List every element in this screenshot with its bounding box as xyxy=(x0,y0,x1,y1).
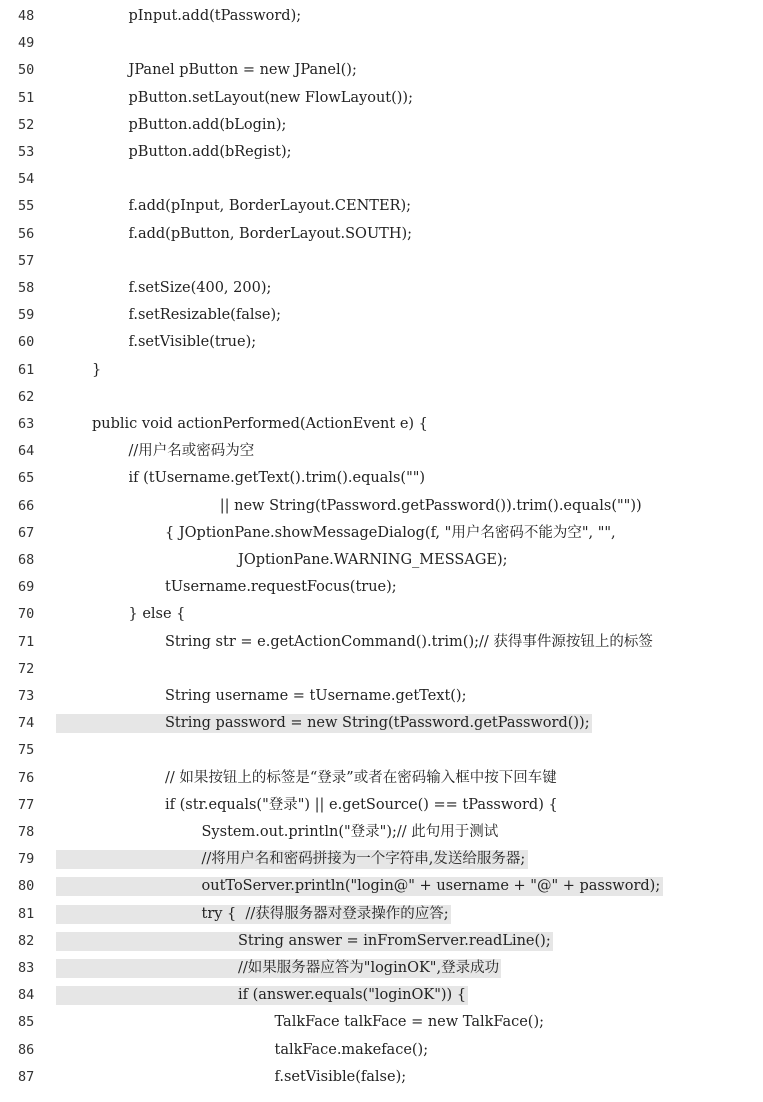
line-number: 73 xyxy=(18,688,35,704)
code-line xyxy=(0,112,763,139)
code-line xyxy=(0,601,763,628)
line-number: 84 xyxy=(18,987,35,1004)
line-number: 70 xyxy=(18,606,35,623)
code-line xyxy=(0,357,763,384)
code-text: String password = new String(tPassword.getPassword()); xyxy=(165,715,590,732)
line-number: 56 xyxy=(18,225,35,242)
code-line xyxy=(0,30,763,57)
code-line xyxy=(0,656,763,683)
code-text: tUsername.requestFocus(true); xyxy=(165,579,397,596)
code-text: public void actionPerformed(ActionEvent e) { xyxy=(92,416,428,432)
code-line xyxy=(0,302,763,329)
code-text: pButton.add(bRegist); xyxy=(128,144,292,160)
line-number: 67 xyxy=(18,524,35,541)
code-text: //将用户名和密码拼接为一个字符串,发送给服务器; xyxy=(201,851,526,868)
line-number: 62 xyxy=(18,388,35,405)
code-text: String str = e.getActionCommand().trim();// 获得事件源按钮上的标签 xyxy=(165,633,653,650)
code-text: } else { xyxy=(128,606,186,623)
code-text: { JOptionPane.showMessageDialog(f, "用户名密码不能为空", "", xyxy=(165,524,616,541)
code-text: f.add(pButton, BorderLayout.SOUTH); xyxy=(128,225,413,242)
code-line xyxy=(0,1009,763,1036)
code-line xyxy=(0,547,763,574)
line-number: 49 xyxy=(18,35,35,52)
code-line xyxy=(0,384,763,411)
line-number: 83 xyxy=(18,960,35,976)
line-number: 74 xyxy=(18,715,35,732)
line-number: 63 xyxy=(18,416,35,432)
code-text: System.out.println("登录");// 此句用于测试 xyxy=(201,824,499,840)
code-line xyxy=(0,982,763,1009)
code-line xyxy=(0,85,763,112)
code-text: f.setResizable(false); xyxy=(128,307,282,324)
code-text: // 如果按钮上的标签是“登录”或者在密码输入框中按下回车键 xyxy=(165,769,557,786)
code-line xyxy=(0,873,763,900)
code-text: try { //获得服务器对登录操作的应答; xyxy=(201,905,449,922)
code-text: f.add(pInput, BorderLayout.CENTER); xyxy=(128,198,412,215)
line-number: 66 xyxy=(18,497,35,514)
code-line xyxy=(0,329,763,356)
line-number: 52 xyxy=(18,116,35,133)
code-text: JPanel pButton = new JPanel(); xyxy=(128,62,357,79)
line-number: 48 xyxy=(18,8,35,24)
line-number: 54 xyxy=(18,171,35,188)
line-number: 51 xyxy=(18,89,35,106)
code-line xyxy=(0,574,763,601)
code-line xyxy=(0,955,763,982)
code-line xyxy=(0,819,763,846)
line-number: 77 xyxy=(18,796,35,813)
code-line xyxy=(0,438,763,465)
line-number: 60 xyxy=(18,334,35,351)
code-text: } xyxy=(92,361,102,378)
code-text: if (str.equals("登录") || e.getSource() == tPassword) { xyxy=(165,796,558,813)
code-line xyxy=(0,928,763,955)
code-line xyxy=(0,737,763,764)
line-number: 85 xyxy=(18,1014,35,1031)
code-line xyxy=(0,1037,763,1064)
code-text: pButton.setLayout(new FlowLayout()); xyxy=(128,89,413,106)
line-number: 53 xyxy=(18,144,35,160)
line-number: 87 xyxy=(18,1068,35,1085)
line-number: 78 xyxy=(18,824,35,840)
code-line xyxy=(0,1064,763,1091)
line-number: 81 xyxy=(18,905,35,922)
line-number: 71 xyxy=(18,633,35,650)
code-text: String answer = inFromServer.readLine(); xyxy=(238,932,551,949)
line-number: 82 xyxy=(18,932,35,949)
code-text: || new String(tPassword.getPassword()).trim().equals("")) xyxy=(219,497,642,514)
code-line xyxy=(0,901,763,928)
code-line xyxy=(0,3,763,30)
code-line xyxy=(0,629,763,656)
code-text: if (answer.equals("loginOK")) { xyxy=(238,987,467,1004)
code-line xyxy=(0,792,763,819)
code-line xyxy=(0,221,763,248)
code-line xyxy=(0,493,763,520)
code-line xyxy=(0,139,763,166)
code-line xyxy=(0,193,763,220)
line-number: 75 xyxy=(18,742,35,759)
code-text: TalkFace talkFace = new TalkFace(); xyxy=(274,1014,545,1031)
code-text: f.setSize(400, 200); xyxy=(128,280,272,296)
line-number: 64 xyxy=(18,443,35,460)
code-text: pButton.add(bLogin); xyxy=(128,116,287,133)
code-line xyxy=(0,710,763,737)
line-number: 55 xyxy=(18,198,35,215)
code-line xyxy=(0,520,763,547)
line-number: 57 xyxy=(18,252,35,269)
line-number: 61 xyxy=(18,361,35,378)
code-line xyxy=(0,166,763,193)
line-number: 72 xyxy=(18,660,35,677)
line-number: 69 xyxy=(18,579,35,596)
code-line xyxy=(0,411,763,438)
code-line xyxy=(0,846,763,873)
code-text: f.setVisible(false); xyxy=(274,1068,407,1085)
code-text: outToServer.println("login@" + username + "@" + password); xyxy=(201,878,661,895)
line-number: 68 xyxy=(18,552,35,568)
code-line xyxy=(0,57,763,84)
line-number: 80 xyxy=(18,878,35,895)
code-line xyxy=(0,465,763,492)
code-text: String username = tUsername.getText(); xyxy=(165,688,467,704)
line-number: 79 xyxy=(18,851,35,868)
line-number: 76 xyxy=(18,769,35,786)
line-number: 50 xyxy=(18,62,35,79)
line-number: 59 xyxy=(18,307,35,324)
line-number: 86 xyxy=(18,1041,35,1058)
code-text: talkFace.makeface(); xyxy=(274,1041,429,1058)
code-text: f.setVisible(true); xyxy=(128,334,257,351)
code-text: //用户名或密码为空 xyxy=(128,443,255,460)
code-line xyxy=(0,248,763,275)
line-number: 58 xyxy=(18,280,35,296)
code-line xyxy=(0,765,763,792)
code-text: JOptionPane.WARNING_MESSAGE); xyxy=(238,552,508,568)
code-text: pInput.add(tPassword); xyxy=(128,8,302,24)
code-line xyxy=(0,275,763,302)
code-text: //如果服务器应答为"loginOK",登录成功 xyxy=(238,960,500,976)
code-line xyxy=(0,683,763,710)
code-text: if (tUsername.getText().trim().equals("") xyxy=(128,470,426,487)
line-number: 65 xyxy=(18,470,35,487)
